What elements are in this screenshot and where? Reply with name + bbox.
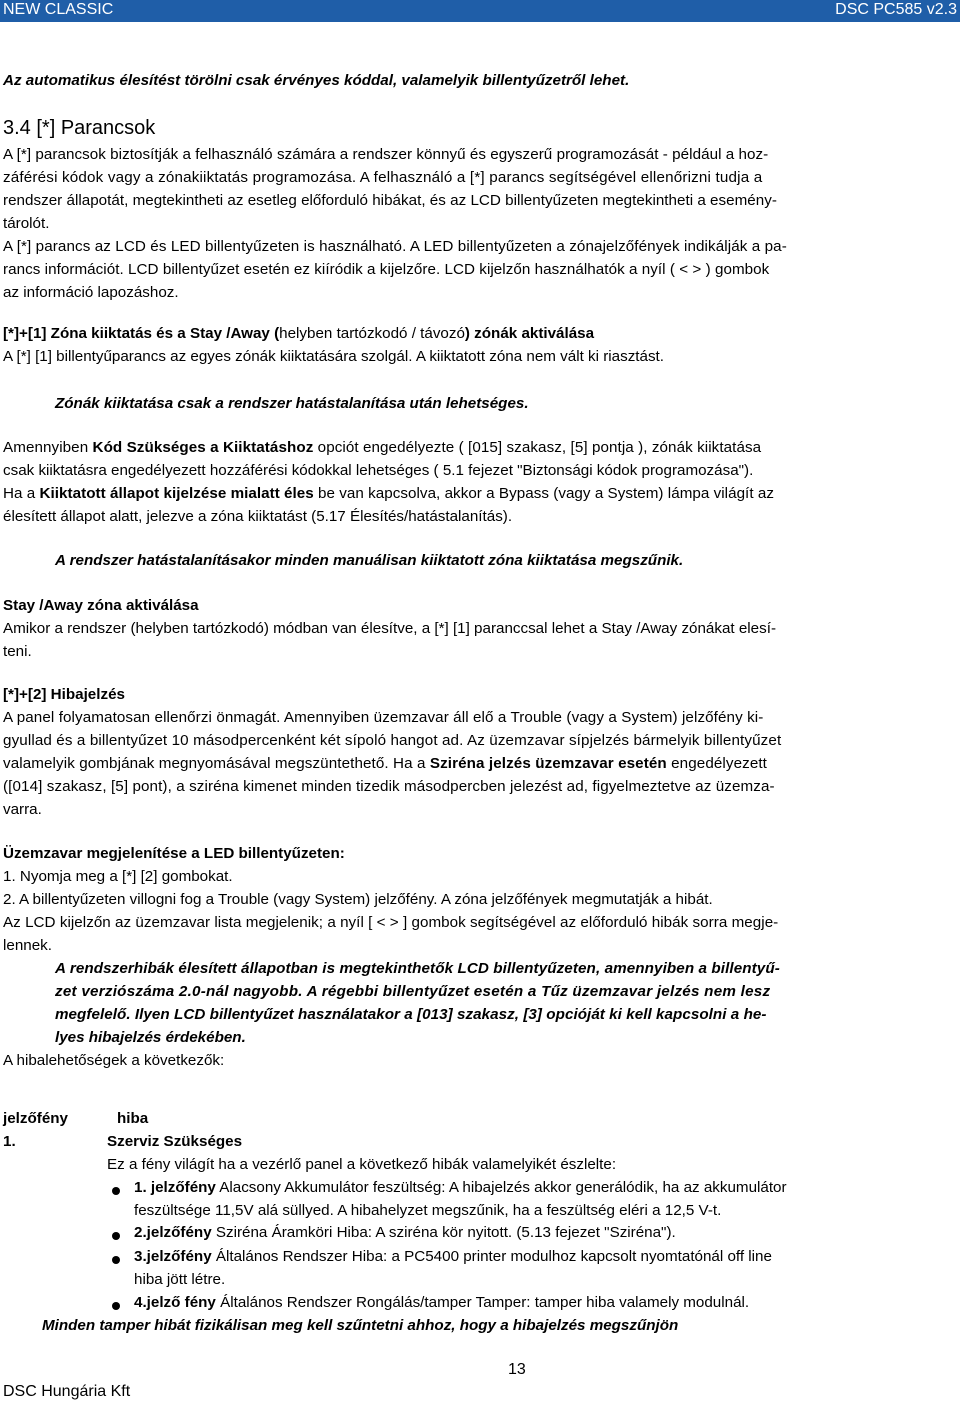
bullet-icon [112, 1232, 120, 1240]
bullet-text: hiba jött létre. [134, 1271, 226, 1288]
numbered-step: 1. Nyomja meg a [*] [2] gombokat. [3, 868, 233, 885]
paragraph-line: élesített állapot alatt, jelezve a zóna kiiktatást (5.17 Élesítés/hatástalanítás). [3, 508, 513, 525]
paragraph-line: teni. [3, 643, 32, 660]
paragraph-line: az információ lapozáshoz. [3, 284, 179, 301]
subsection-heading: [*]+[2] Hibajelzés [3, 686, 125, 703]
bullet-text: feszültsége 11,5V alá süllyed. A hibahelyzet megszűnik, ha a feszültség eléri a 12,5 V-t. [134, 1202, 722, 1219]
italic-note: Zónák kiiktatása csak a rendszer hatástalanítása után lehetséges. [55, 395, 529, 412]
header-left: NEW CLASSIC [3, 1, 114, 18]
paragraph-line: rancs információt. LCD billentyűzet esetén ez kiíródik a kijelzőre. LCD kijelzőn használhatók a nyíl ( < > ) gombok [3, 261, 770, 278]
paragraph-line: A [*] parancsok biztosítják a felhasználó számára a rendszer könnyű és egyszerű programozását - például a hoz- [3, 146, 769, 163]
subsection-heading: Stay /Away zóna aktiválása [3, 597, 199, 614]
bullet-text: 2.jelzőfény Sziréna Áramköri Hiba: A sziréna kör nyitott. (5.13 fejezet "Sziréna"). [134, 1224, 676, 1241]
bullet-icon [112, 1187, 120, 1195]
paragraph-line: rendszer állapotát, megtekintheti az esetleg előforduló hibákat, és az LCD billentyűzeten megtekintheti a esemény- [3, 192, 777, 209]
paragraph-line: záférési kódok vagy a zónakiiktatás programozása. A felhasználó a [*] parancs segítségével ellenőrizni tudja a [3, 169, 763, 186]
row-title: Szerviz Szükséges [107, 1133, 243, 1150]
italic-note: A rendszer hatástalanításakor minden manuálisan kiiktatott zóna kiiktatása megszűnik. [55, 552, 684, 569]
bullet-icon [112, 1302, 120, 1310]
numbered-step: 2. A billentyűzeten villogni fog a Trouble (vagy System) jelzőfény. A zóna jelzőfények megmutatják a hibát. [3, 891, 713, 908]
paragraph-line: Amennyiben Kód Szükséges a Kiiktatáshoz opciót engedélyezte ( [015] szakasz, [5] pontja ), zónák kiiktatása [3, 439, 762, 456]
paragraph-line: Ha a Kiiktatott állapot kijelzése mialatt éles be van kapcsolva, akkor a Bypass (vagy a System) lámpa világít az [3, 485, 774, 502]
row-description: Ez a fény világít ha a vezérlő panel a következő hibák valamelyikét észlelte: [107, 1156, 617, 1173]
table-header-indicator: jelzőfény [3, 1110, 68, 1127]
subsection-heading: [*]+[1] Zóna kiiktatás és a Stay /Away (helyben tartózkodó / távozó) zónák aktiválása [3, 325, 595, 342]
paragraph-line: A [*] [1] billentyűparancs az egyes zónák kiiktatására szolgál. A kiiktatott zóna nem vált ki riasztást. [3, 348, 664, 365]
bullet-text: 4.jelző fény Általános Rendszer Rongálás/tamper Tamper: tamper hiba valamely modulnál. [134, 1294, 750, 1311]
paragraph-line: Amikor a rendszer (helyben tartózkodó) módban van élesítve, a [*] [1] paranccsal lehet a Stay /Away zónákat elesí- [3, 620, 776, 637]
paragraph-line: A panel folyamatosan ellenőrzi önmagát. Amennyiben üzemzavar áll elő a Trouble (vagy a System) jelzőfény ki- [3, 709, 764, 726]
paragraph-line: gyullad és a billentyűzet 10 másodpercenként két sípoló hangot ad. Az üzemzavar sípjelzés bármelyik billentyűzet [3, 732, 782, 749]
italic-note: A rendszerhibák élesített állapotban is megtekinthetők LCD billentyűzeten, amennyiben a billentyű- [55, 960, 780, 977]
italic-note: zet verziószáma 2.0-nál nagyobb. A régebbi billentyűzet esetén a Tűz üzemzavar jelzés nem lesz [55, 983, 771, 1000]
italic-note: megfelelő. Ilyen LCD billentyűzet használatakor a [013] szakasz, [3] opcióját ki kell kapcsolni a he- [55, 1006, 767, 1023]
paragraph-line: ([014] szakasz, [5] pont), a sziréna kimenet minden tizedik másodpercben jelezést ad, figyelmeztetve az üzemza- [3, 778, 775, 795]
table-header-fault: hiba [117, 1110, 149, 1127]
italic-note: lyes hibajelzés érdekében. [55, 1029, 246, 1046]
section-heading: 3.4 [*] Parancsok [3, 117, 156, 139]
italic-note: Minden tamper hibát fizikálisan meg kell szűntetni ahhoz, hogy a hibajelzés megszűnjön [42, 1317, 679, 1334]
paragraph-line: varra. [3, 801, 42, 818]
paragraph-line: tárolót. [3, 215, 50, 232]
subsection-heading: Üzemzavar megjelenítése a LED billentyűzeten: [3, 845, 345, 862]
bullet-text: 3.jelzőfény Általános Rendszer Hiba: a PC5400 printer modulhoz kapcsolt nyomtatónál off line [134, 1248, 772, 1265]
paragraph-line: lennek. [3, 937, 52, 954]
paragraph-line: valamelyik gombjának megnyomásával megszüntethető. Ha a Sziréna jelzés üzemzavar esetén engedélyezett [3, 755, 768, 772]
footer-company: DSC Hungária Kft [3, 1383, 131, 1400]
paragraph-line: Az LCD kijelzőn az üzemzavar lista megjelenik; a nyíl [ < > ] gombok segítségével az előforduló hibák sorra megje- [3, 914, 779, 931]
row-number: 1. [3, 1133, 16, 1150]
paragraph-line: A [*] parancs az LCD és LED billentyűzeten is használható. A LED billentyűzeten a zónajelzőfények indikálják a pa- [3, 238, 787, 255]
paragraph-line: csak kiiktatásra engedélyezett hozzáférési kódokkal lehetséges ( 5.1 fejezet "Biztonsági kódok programozása"). [3, 462, 754, 479]
header-right: DSC PC585 v2.3 [835, 1, 957, 18]
page-number: 13 [508, 1361, 526, 1378]
bullet-icon [112, 1256, 120, 1264]
auto-arm-note: Az automatikus élesítést törölni csak érvényes kóddal, valamelyik billentyűzetről lehet. [3, 72, 630, 89]
bullet-text: 1. jelzőfény Alacsony Akkumulátor feszültség: A hibajelzés akkor generálódik, ha az akkumulátor [134, 1179, 787, 1196]
page-header [0, 0, 960, 22]
paragraph-line: A hibalehetőségek a következők: [3, 1052, 225, 1069]
